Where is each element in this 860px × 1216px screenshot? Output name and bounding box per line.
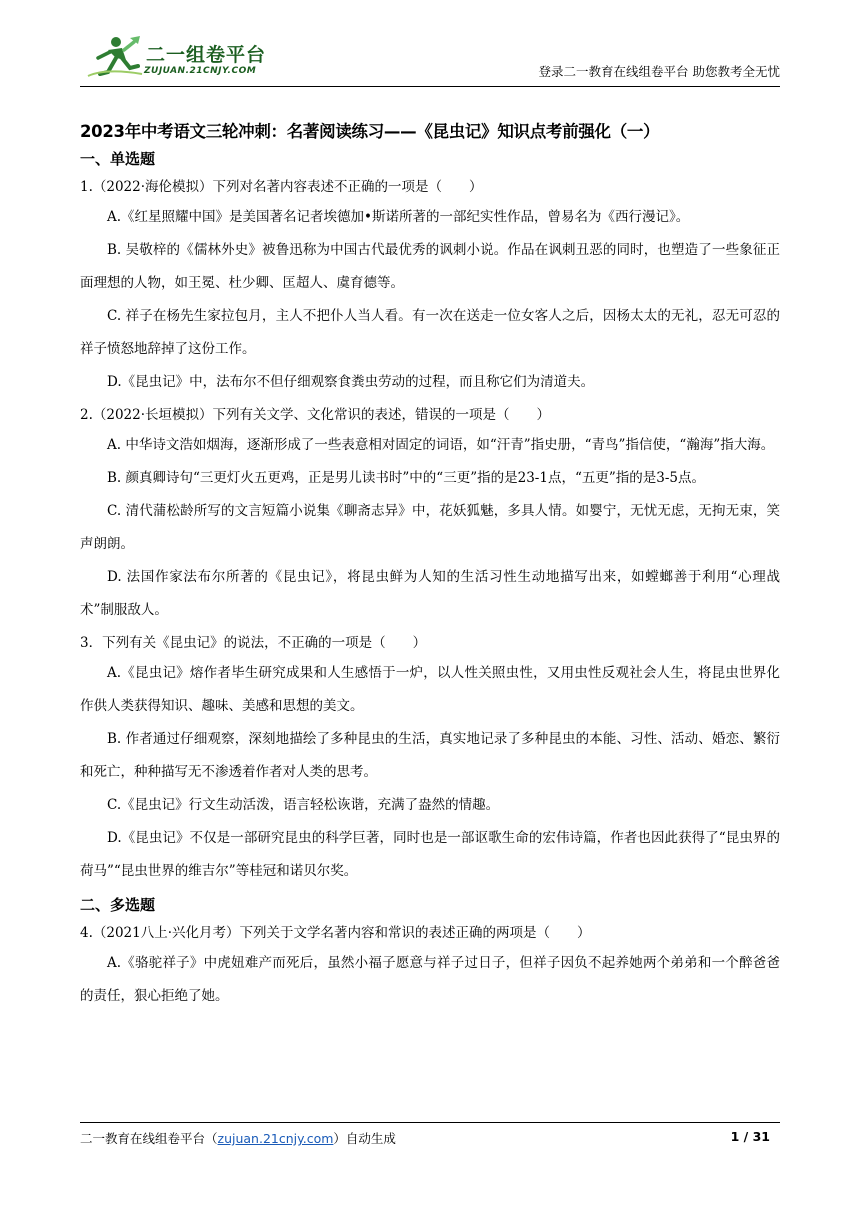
answer-option: A. 中华诗文浩如烟海，逐渐形成了一些表意相对固定的词语，如“汗青”指史册，“青鸟”指信使，“瀚海”指大海。 <box>107 437 775 453</box>
answer-option: D.《昆虫记》中，法布尔不但仔细观察食粪虫劳动的过程，而且称它们为清道夫。 <box>107 374 595 390</box>
footer-credit <box>80 1129 396 1147</box>
answer-option: B. 吴敬梓的《儒林外史》被鲁迅称为中国古代最优秀的讽刺小说。作品在讽刺丑恶的同时，也塑造了一些象征正面理想的人物，如王冕、杜少卿、匡超人、虞育德等。 <box>80 242 780 291</box>
logo-subtitle: ZUJUAN.21CNJY.COM <box>144 66 257 76</box>
answer-option: B. 作者通过仔细观察，深刻地描绘了多种昆虫的生活，真实地记录了多种昆虫的本能、习性、活动、婚恋、繁衍和死亡，种种描写无不渗透着作者对人类的思考。 <box>80 731 780 780</box>
document-body <box>80 118 780 1013</box>
header-slogan: 登录二一教育在线组卷平台 助您教考全无忧 <box>538 64 780 79</box>
runner-logo-icon <box>86 34 144 80</box>
footer-prefix: 二一教育在线组卷平台（ <box>80 1131 218 1146</box>
logo-title: 二一组卷平台 <box>146 44 267 66</box>
section-heading: 二、多选题 <box>80 896 156 914</box>
question-stem: 4.（2021八上·兴化月考）下列关于文学名著内容和常识的表述正确的两项是（ ） <box>80 925 591 941</box>
page-footer <box>80 1122 780 1147</box>
answer-option: C.《昆虫记》行文生动活泼，语言轻松诙谐，充满了盎然的情趣。 <box>107 797 500 813</box>
footer-site-link[interactable]: zujuan.21cnjy.com <box>217 1131 334 1146</box>
answer-option: C. 清代蒲松龄所写的文言短篇小说集《聊斋志异》中，花妖狐魅，多具人情。如婴宁，无忧无虑，无拘无束，笑声朗朗。 <box>80 503 780 552</box>
question-3 <box>80 629 780 888</box>
page-number: 1 / 31 <box>730 1129 770 1144</box>
answer-option: C. 祥子在杨先生家拉包月，主人不把仆人当人看。有一次在送走一位女客人之后，因杨太太的无礼，忍无可忍的祥子愤怒地辞掉了这份工作。 <box>80 308 780 357</box>
answer-option: A.《红星照耀中国》是美国著名记者埃德加•斯诺所著的一部纪实性作品，曾易名为《西行漫记》。 <box>107 209 690 225</box>
page-header <box>80 30 780 87</box>
question-1 <box>80 173 780 399</box>
question-2 <box>80 401 780 627</box>
question-stem: 2.（2022·长垣模拟）下列有关文学、文化常识的表述，错误的一项是（ ） <box>80 407 551 423</box>
question-stem: 1.（2022·海伦模拟）下列对名著内容表述不正确的一项是（ ） <box>80 179 483 195</box>
answer-option: D. 法国作家法布尔所著的《昆虫记》，将昆虫鲜为人知的生活习性生动地描写出来，如螳螂善于利用“心理战术”制服敌人。 <box>80 569 780 618</box>
question-stem: 3．下列有关《昆虫记》的说法，不正确的一项是（ ） <box>80 635 427 651</box>
answer-option: B. 颜真卿诗句“三更灯火五更鸡，正是男儿读书时”中的“三更”指的是23-1点，“五更”指的是3-5点。 <box>107 470 705 486</box>
question-4 <box>80 919 780 1013</box>
section-heading: 一、单选题 <box>80 150 156 168</box>
answer-option: D.《昆虫记》不仅是一部研究昆虫的科学巨著，同时也是一部讴歌生命的宏伟诗篇，作者也因此获得了“昆虫界的荷马”“昆虫世界的维吉尔”等桂冠和诺贝尔奖。 <box>80 830 780 879</box>
answer-option: A.《骆驼祥子》中虎妞难产而死后，虽然小福子愿意与祥子过日子，但祥子因负不起养她两个弟弟和一个醉爸爸的责任，狠心拒绝了她。 <box>80 955 780 1004</box>
footer-suffix: ）自动生成 <box>333 1131 396 1146</box>
document-title: 2023年中考语文三轮冲刺：名著阅读练习——《昆虫记》知识点考前强化（一） <box>80 122 660 141</box>
answer-option: A.《昆虫记》熔作者毕生研究成果和人生感悟于一炉，以人性关照虫性，又用虫性反观社会人生，将昆虫世界化作供人类获得知识、趣味、美感和思想的美文。 <box>80 665 780 714</box>
site-logo[interactable] <box>86 34 286 82</box>
